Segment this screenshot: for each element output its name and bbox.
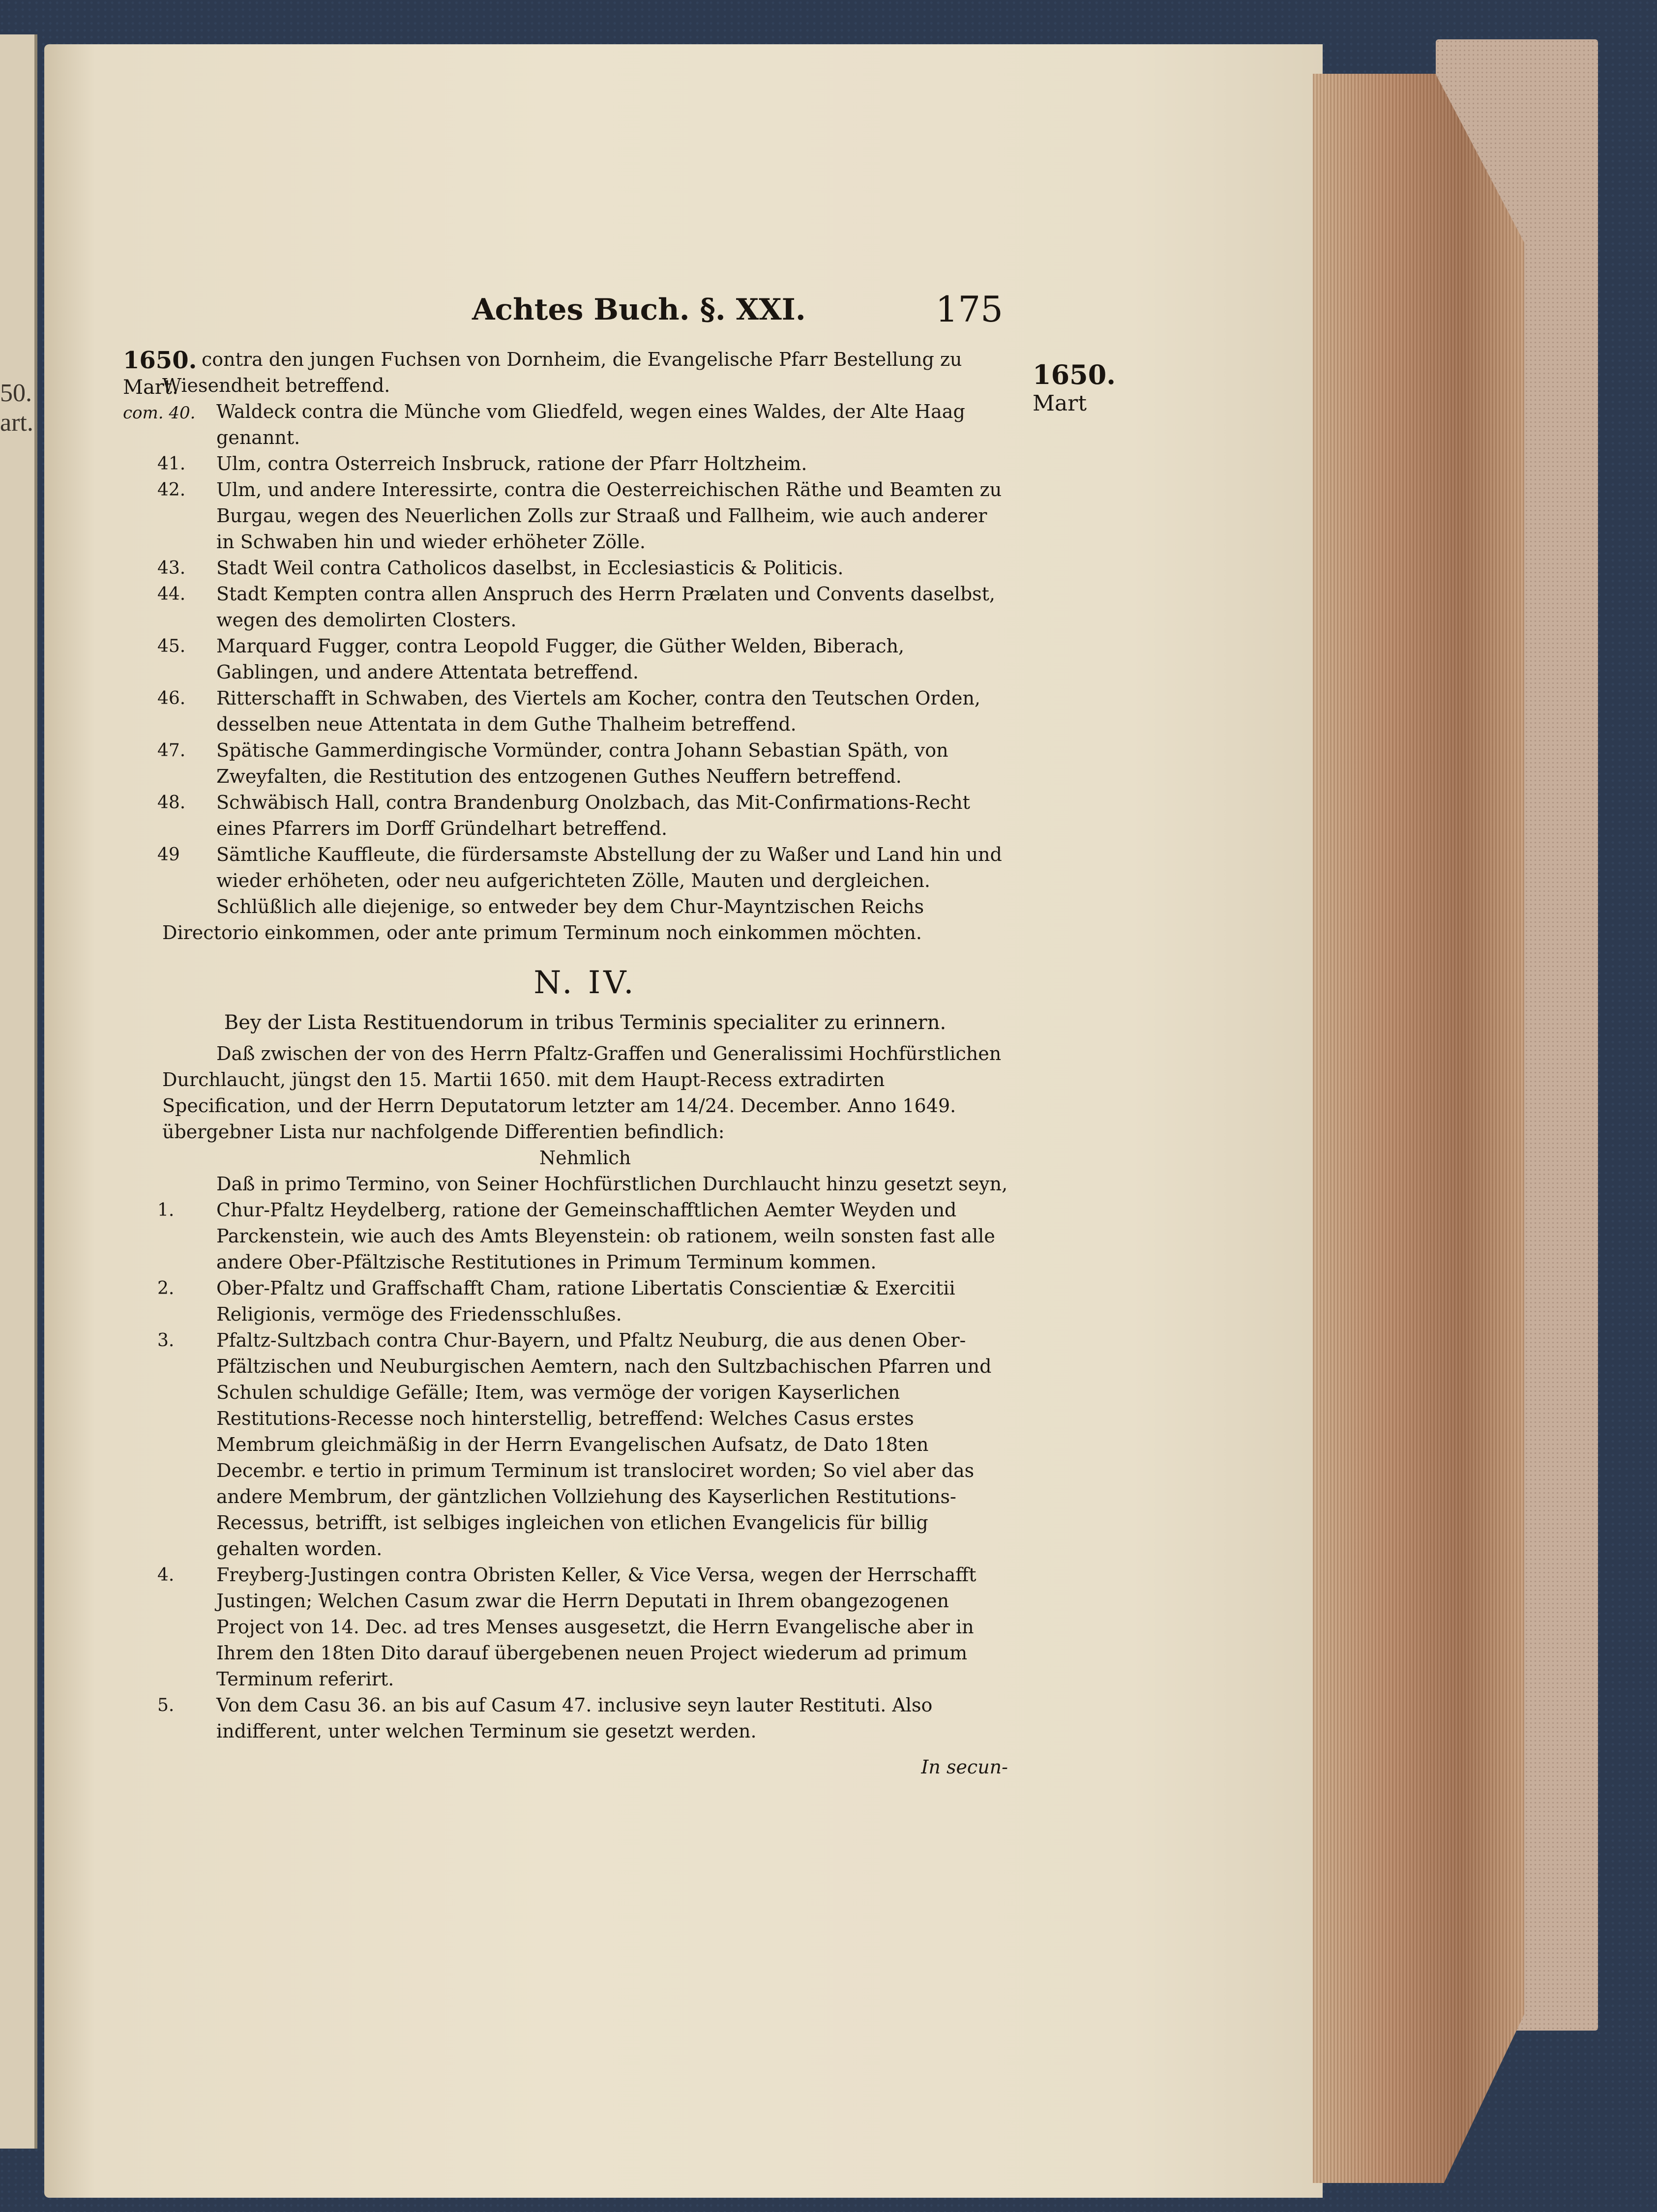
margin-com-left: com. 40. — [123, 403, 196, 423]
list-item — [157, 477, 1008, 555]
margin-year-right: 1650. — [1033, 359, 1116, 390]
item-text: Ober-Pfaltz und Graffschafft Cham, ratione Libertatis Conscientiæ & Exercitii Religionis, vermöge des Friedensschlußes. — [216, 1277, 955, 1325]
entry-text: Schwäbisch Hall, contra Brandenburg Onolzbach, das Mit-Confirmations-Recht eines Pfarrers im Dorff Gründelhart betreffend. — [216, 792, 970, 839]
entry-text: Ritterschafft in Schwaben, des Viertels am Kocher, contra den Teutschen Orden, desselben neue Attentata in dem Guthe Thalheim betreffend. — [216, 687, 980, 735]
item-text: Von dem Casu 36. an bis auf Casum 47. inclusive seyn lauter Restituti. Also indifferent, unter welchen Terminum sie gesetzt werden. — [216, 1694, 933, 1742]
nehmlich-label: Nehmlich — [539, 1147, 631, 1169]
primo-termino-line: Daß in primo Termino, von Seiner Hochfürstlichen Durchlaucht hinzu gesetzt seyn, — [216, 1173, 1008, 1195]
item-text: Freyberg-Justingen contra Obristen Keller, & Vice Versa, wegen der Herrschafft Justingen; Welchen Casum zwar die Herrn Deputati in Ihrem obangezogenen Project von 14. Dec. ad tres Menses ausgesetzt, die Herrn Evangelische aber in Ihrem den 18ten Dito darauf übergebenen neuen Project wiederum ad primum Terminum referirt. — [216, 1564, 976, 1690]
list-item — [157, 1275, 1008, 1327]
list-item — [157, 842, 1008, 894]
entry-text: Spätische Gammerdingische Vormünder, contra Johann Sebastian Späth, von Zweyfalten, die Restitution des entzogenen Guthes Neuffern betreffend. — [216, 739, 948, 787]
entry-number: 48. — [157, 793, 186, 813]
left-page-fragment: 50. — [0, 379, 32, 407]
list-item — [157, 1197, 1008, 1275]
entry-text: Waldeck contra die Münche vom Gliedfeld, wegen eines Waldes, der Alte Haag genannt. — [216, 401, 965, 448]
item-number: 5. — [157, 1695, 175, 1715]
entry-number: 41. — [157, 454, 186, 474]
left-page-edge — [0, 34, 37, 2149]
section-heading: N. IV. — [533, 965, 637, 1001]
item-text: Pfaltz-Sultzbach contra Chur-Bayern, und Pfaltz Neuburg, die aus denen Ober-Pfältzischen und Neuburgischen Aemtern, nach den Sultzbachischen Pfarren und Schulen schuldige Gefälle; Item, was vermöge der vorigen Kayserlichen Restitutions-Recesse noch hinterstellig, betreffend: Welches Casus erstes Membrum gleichmäßig in der Herrn Evangelischen Aufsatz, de Dato 18ten Decembr. e tertio in primum Terminum ist translociret worden; So viel aber das andere Membrum, der gäntzlichen Vollziehung des Kayserlichen Restitutions-Recessus, betrifft, ist selbiges ingleichen von etlichen Evangelicis für billig gehalten worden. — [216, 1329, 992, 1560]
book-fore-edge — [1313, 74, 1524, 2183]
list-item — [157, 555, 1008, 581]
page-header — [472, 289, 1003, 337]
item-number: 2. — [157, 1278, 175, 1298]
margin-month-left: Mart. — [123, 376, 178, 399]
section-intro: Daß zwischen der von des Herrn Pfaltz-Graffen und Generalissimi Hochfürstlichen Durchlaucht, jüngst den 15. Martii 1650. mit dem Haupt-Recess extradirten Specification, und der Herrn Deputatorum letzter am 14/24. December. Anno 1649. übergebner Lista nur nachfolgende Differentien befindlich: — [162, 1043, 1002, 1143]
catchword: In secun- — [921, 1756, 1008, 1778]
entry-text: Marquard Fugger, contra Leopold Fugger, die Güther Welden, Biberach, Gablingen, und andere Attentata betreffend. — [216, 635, 905, 683]
intro-line: contra den jungen Fuchsen von Dornheim, die Evangelische Pfarr Bestellung zu Wiesendheit betreffend. — [162, 349, 962, 396]
item-text: Chur-Pfaltz Heydelberg, ratione der Gemeinschafftlichen Aemter Weyden und Parckenstein, wie auch des Amts Bleyenstein: ob rationem, weiln sonsten fast alle andere Ober-Pfältzische Restitutiones in Primum Terminum kommen. — [216, 1199, 995, 1273]
left-page-fragment: art. — [0, 409, 33, 437]
closing-paragraph: Schlüßlich alle diejenige, so entweder bey dem Chur-Mayntzischen Reichs Directorio einkommen, oder ante primum Terminum noch einkommen möchten. — [162, 896, 924, 944]
item-number: 3. — [157, 1330, 175, 1351]
page-number: 175 — [935, 289, 1003, 330]
entry-text: Stadt Kempten contra allen Anspruch des Herrn Prælaten und Convents daselbst, wegen des demolirten Closters. — [216, 583, 996, 631]
list-item — [157, 790, 1008, 842]
item-number: 1. — [157, 1200, 175, 1220]
list-item — [157, 737, 1008, 790]
list-item — [157, 685, 1008, 737]
entry-number: 46. — [157, 688, 186, 708]
margin-year-left: 1650. — [123, 347, 197, 374]
list-item — [157, 1562, 1008, 1692]
entry-text: Ulm, und andere Interessirte, contra die Oesterreichischen Räthe und Beamten zu Burgau, wegen des Neuerlichen Zolls zur Straaß und Fallheim, wie auch anderer in Schwaben hin und wieder erhöheter Zölle. — [216, 479, 1002, 553]
list-item — [157, 1327, 1008, 1562]
entry-text: Ulm, contra Osterreich Insbruck, ratione der Pfarr Holtzheim. — [216, 453, 807, 474]
running-title: Achtes Buch. §. XXI. — [472, 293, 806, 327]
entry-number: 43. — [157, 558, 186, 578]
item-number: 4. — [157, 1565, 175, 1585]
list-item — [157, 581, 1008, 633]
list-item — [157, 1692, 1008, 1744]
entry-number: 49 — [157, 845, 180, 865]
entry-number: 44. — [157, 584, 186, 604]
difference-list — [157, 1197, 1008, 1744]
entry-text: Sämtliche Kauffleute, die fürdersamste Abstellung der zu Waßer und Land hin und wieder erhöheten, oder neu aufgerichteten Zölle, Mauten und dergleichen. — [216, 844, 1002, 891]
list-item — [157, 451, 1008, 477]
section-subheading: Bey der Lista Restituendorum in tribus Terminis specialiter zu erinnern. — [224, 1011, 947, 1034]
list-item — [162, 399, 1008, 451]
margin-month-right: Mart — [1033, 391, 1087, 416]
entry-text: Stadt Weil contra Catholicos daselbst, in Ecclesiasticis & Politicis. — [216, 557, 844, 579]
entry-number: 42. — [157, 480, 186, 500]
entry-number: 45. — [157, 636, 186, 656]
entry-number: 47. — [157, 740, 186, 761]
list-item — [157, 633, 1008, 685]
